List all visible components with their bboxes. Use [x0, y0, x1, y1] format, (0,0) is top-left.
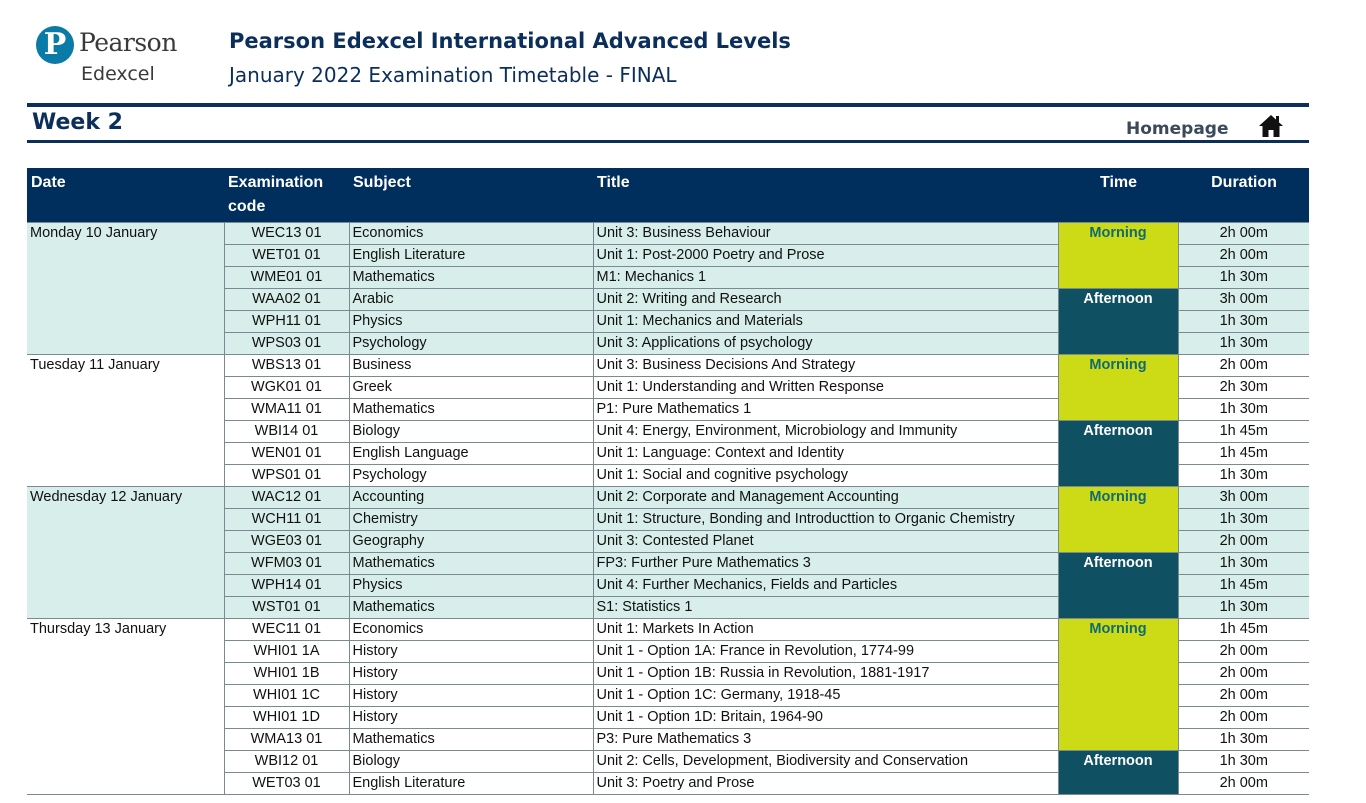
subject-cell: Greek — [349, 377, 593, 399]
column-header-duration: Duration — [1178, 168, 1309, 223]
duration-cell: 1h 30m — [1178, 399, 1309, 421]
session-time-cell: Afternoon — [1058, 421, 1178, 487]
title-cell: Unit 1 - Option 1C: Germany, 1918-45 — [593, 685, 1058, 707]
exam-code-cell: WPS01 01 — [224, 465, 349, 487]
exam-code-cell: WBI14 01 — [224, 421, 349, 443]
title-cell: Unit 1 - Option 1D: Britain, 1964-90 — [593, 707, 1058, 729]
exam-timetable — [27, 168, 1309, 795]
pearson-logo-icon: P — [36, 26, 74, 64]
logo-edexcel-text: Edexcel — [81, 63, 155, 85]
table-row — [27, 223, 1309, 245]
exam-code-cell: WBS13 01 — [224, 355, 349, 377]
exam-code-cell: WAA02 01 — [224, 289, 349, 311]
title-cell: Unit 1: Markets In Action — [593, 619, 1058, 641]
exam-code-cell: WET01 01 — [224, 245, 349, 267]
duration-cell: 2h 00m — [1178, 245, 1309, 267]
duration-cell: 2h 00m — [1178, 531, 1309, 553]
title-cell: Unit 2: Corporate and Management Accounting — [593, 487, 1058, 509]
title-cell: Unit 3: Poetry and Prose — [593, 773, 1058, 795]
duration-cell: 2h 00m — [1178, 223, 1309, 245]
title-cell: P3: Pure Mathematics 3 — [593, 729, 1058, 751]
duration-cell: 2h 00m — [1178, 641, 1309, 663]
duration-cell: 1h 45m — [1178, 443, 1309, 465]
exam-code-cell: WBI12 01 — [224, 751, 349, 773]
exam-code-cell: WHI01 1B — [224, 663, 349, 685]
session-time-cell: Morning — [1058, 223, 1178, 289]
table-header-row — [27, 168, 1309, 223]
exam-code-cell: WPH14 01 — [224, 575, 349, 597]
column-header-time: Time — [1058, 168, 1178, 223]
duration-cell: 2h 00m — [1178, 707, 1309, 729]
duration-cell: 3h 00m — [1178, 487, 1309, 509]
subject-cell: Physics — [349, 311, 593, 333]
exam-code-cell: WEN01 01 — [224, 443, 349, 465]
column-header-title: Title — [593, 168, 1058, 223]
exam-code-cell: WFM03 01 — [224, 553, 349, 575]
column-header-subject: Subject — [349, 168, 593, 223]
exam-code-cell: WGK01 01 — [224, 377, 349, 399]
subject-cell: Business — [349, 355, 593, 377]
page-title: Pearson Edexcel International Advanced Levels — [229, 29, 791, 53]
title-cell: Unit 4: Further Mechanics, Fields and Particles — [593, 575, 1058, 597]
exam-code-cell: WMA13 01 — [224, 729, 349, 751]
duration-cell: 1h 30m — [1178, 597, 1309, 619]
top-divider — [27, 103, 1309, 107]
title-cell: Unit 3: Business Behaviour — [593, 223, 1058, 245]
title-cell: Unit 1: Language: Context and Identity — [593, 443, 1058, 465]
exam-code-cell: WET03 01 — [224, 773, 349, 795]
date-cell: Tuesday 11 January — [27, 355, 224, 487]
duration-cell: 1h 30m — [1178, 553, 1309, 575]
day-group — [27, 355, 1309, 487]
subject-cell: Mathematics — [349, 729, 593, 751]
subject-cell: English Literature — [349, 245, 593, 267]
subject-cell: Mathematics — [349, 399, 593, 421]
subject-cell: Economics — [349, 619, 593, 641]
duration-cell: 1h 30m — [1178, 729, 1309, 751]
title-cell: Unit 3: Business Decisions And Strategy — [593, 355, 1058, 377]
subject-cell: History — [349, 707, 593, 729]
bottom-divider — [27, 140, 1309, 143]
duration-cell: 2h 00m — [1178, 663, 1309, 685]
exam-code-cell: WMA11 01 — [224, 399, 349, 421]
duration-cell: 1h 30m — [1178, 333, 1309, 355]
title-cell: Unit 1: Social and cognitive psychology — [593, 465, 1058, 487]
subject-cell: Psychology — [349, 465, 593, 487]
subject-cell: Biology — [349, 751, 593, 773]
subject-cell: Chemistry — [349, 509, 593, 531]
subject-cell: Geography — [349, 531, 593, 553]
duration-cell: 2h 30m — [1178, 377, 1309, 399]
session-time-cell: Morning — [1058, 355, 1178, 421]
exam-code-cell: WAC12 01 — [224, 487, 349, 509]
column-header-date: Date — [27, 168, 224, 223]
subject-cell: Economics — [349, 223, 593, 245]
exam-code-cell: WEC11 01 — [224, 619, 349, 641]
page-subtitle: January 2022 Examination Timetable - FINAL — [229, 63, 677, 87]
date-cell: Monday 10 January — [27, 223, 224, 355]
date-cell: Wednesday 12 January — [27, 487, 224, 619]
homepage-link[interactable]: Homepage — [1126, 119, 1229, 139]
session-time-cell: Afternoon — [1058, 289, 1178, 355]
exam-code-cell: WGE03 01 — [224, 531, 349, 553]
title-cell: Unit 1: Understanding and Written Response — [593, 377, 1058, 399]
duration-cell: 2h 00m — [1178, 355, 1309, 377]
date-cell: Thursday 13 January — [27, 619, 224, 795]
table-row — [27, 487, 1309, 509]
subject-cell: English Literature — [349, 773, 593, 795]
subject-cell: Mathematics — [349, 267, 593, 289]
subject-cell: Accounting — [349, 487, 593, 509]
exam-code-cell: WHI01 1A — [224, 641, 349, 663]
title-cell: M1: Mechanics 1 — [593, 267, 1058, 289]
subject-cell: Arabic — [349, 289, 593, 311]
duration-cell: 3h 00m — [1178, 289, 1309, 311]
exam-code-cell: WPH11 01 — [224, 311, 349, 333]
session-time-cell: Morning — [1058, 619, 1178, 751]
exam-code-cell: WPS03 01 — [224, 333, 349, 355]
title-cell: Unit 1 - Option 1A: France in Revolution, 1774-99 — [593, 641, 1058, 663]
title-cell: Unit 1: Mechanics and Materials — [593, 311, 1058, 333]
exam-code-cell: WST01 01 — [224, 597, 349, 619]
title-cell: Unit 4: Energy, Environment, Microbiology and Immunity — [593, 421, 1058, 443]
title-cell: Unit 1: Post-2000 Poetry and Prose — [593, 245, 1058, 267]
duration-cell: 1h 45m — [1178, 619, 1309, 641]
title-cell: Unit 2: Cells, Development, Biodiversity and Conservation — [593, 751, 1058, 773]
duration-cell: 1h 45m — [1178, 575, 1309, 597]
subject-cell: Psychology — [349, 333, 593, 355]
duration-cell: 1h 30m — [1178, 465, 1309, 487]
subject-cell: English Language — [349, 443, 593, 465]
title-cell: P1: Pure Mathematics 1 — [593, 399, 1058, 421]
title-cell: Unit 3: Contested Planet — [593, 531, 1058, 553]
session-time-cell: Afternoon — [1058, 751, 1178, 795]
duration-cell: 1h 30m — [1178, 751, 1309, 773]
subject-cell: Mathematics — [349, 597, 593, 619]
subject-cell: Mathematics — [349, 553, 593, 575]
duration-cell: 2h 00m — [1178, 685, 1309, 707]
day-group — [27, 619, 1309, 795]
subject-cell: Physics — [349, 575, 593, 597]
day-group — [27, 223, 1309, 355]
duration-cell: 1h 30m — [1178, 311, 1309, 333]
exam-code-cell: WCH11 01 — [224, 509, 349, 531]
title-cell: S1: Statistics 1 — [593, 597, 1058, 619]
subject-cell: History — [349, 685, 593, 707]
title-cell: Unit 2: Writing and Research — [593, 289, 1058, 311]
duration-cell: 2h 00m — [1178, 773, 1309, 795]
logo-pearson-text: Pearson — [79, 28, 177, 57]
day-group — [27, 487, 1309, 619]
exam-code-cell: WME01 01 — [224, 267, 349, 289]
home-icon[interactable] — [1258, 114, 1284, 138]
duration-cell: 1h 30m — [1178, 509, 1309, 531]
session-time-cell: Afternoon — [1058, 553, 1178, 619]
subject-cell: History — [349, 663, 593, 685]
duration-cell: 1h 45m — [1178, 421, 1309, 443]
exam-code-cell: WEC13 01 — [224, 223, 349, 245]
table-row — [27, 355, 1309, 377]
column-header-code: Examination code — [224, 168, 349, 223]
title-cell: Unit 1 - Option 1B: Russia in Revolution, 1881-1917 — [593, 663, 1058, 685]
table-row — [27, 619, 1309, 641]
subject-cell: Biology — [349, 421, 593, 443]
title-cell: Unit 1: Structure, Bonding and Introducttion to Organic Chemistry — [593, 509, 1058, 531]
session-time-cell: Morning — [1058, 487, 1178, 553]
title-cell: FP3: Further Pure Mathematics 3 — [593, 553, 1058, 575]
title-cell: Unit 3: Applications of psychology — [593, 333, 1058, 355]
subject-cell: History — [349, 641, 593, 663]
exam-code-cell: WHI01 1C — [224, 685, 349, 707]
week-heading: Week 2 — [32, 110, 123, 135]
exam-code-cell: WHI01 1D — [224, 707, 349, 729]
duration-cell: 1h 30m — [1178, 267, 1309, 289]
